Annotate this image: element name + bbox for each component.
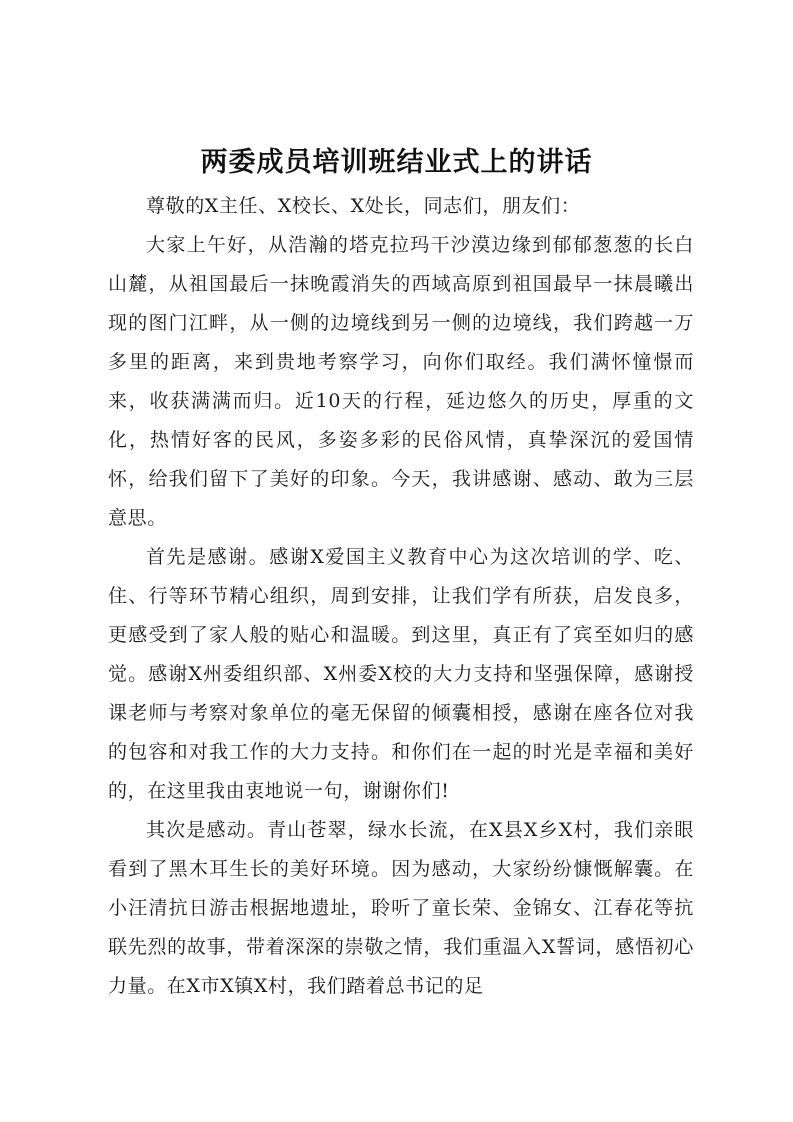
document-title: 两委成员培训班结业式上的讲话 [200,147,593,178]
document-body [108,187,694,1006]
thanks-paragraph: 首先是感谢。感谢X爱国主义教育中心为这次培训的学、吃、住、行等环节精心组织，周到安排，让我们学有所获，启发良多，更感受到了家人般的贴心和温暖。到这里，真正有了宾至如归的感觉。感谢X州委组织部、X州委X校的大力支持和坚强保障，感谢授课老师与考察对象单位的毫无保留的倾囊相授，感谢在座各位对我的包容和对我工作的大力支持。和你们在一起的时光是幸福和美好的，在这里我由衷地说一句，谢谢你们! [108,546,694,802]
opening-paragraph: 大家上午好，从浩瀚的塔克拉玛干沙漠边缘到郁郁葱葱的长白山麓，从祖国最后一抹晚霞消失的西域高原到祖国最早一抹晨曦出现的图门江畔，从一侧的边境线到另一侧的边境线，我们跨越一万多里的距离，来到贵地考察学习，向你们取经。我们满怀憧憬而来，收获满满而归。近10天的行程，延边悠久的历史，厚重的文化，热情好客的民风，多姿多彩的民俗风情，真挚深沉的爱国情怀，给我们留下了美好的印象。今天，我讲感谢、感动、敢为三层意思。 [108,234,694,529]
salutation-paragraph: 尊敬的X主任、X校长、X处长，同志们，朋友们： [146,195,581,217]
moved-paragraph: 其次是感动。青山苍翠，绿水长流，在X县X乡X村，我们亲眼看到了黑木耳生长的美好环境。因为感动，大家纷纷慷慨解囊。在小汪清抗日游击根据地遗址，聆听了童长荣、金锦女、江春花等抗联先烈的故事，带着深深的崇敬之情，我们重温入X誓词，感悟初心力量。在X市X镇X村，我们踏着总书记的足 [108,819,694,997]
